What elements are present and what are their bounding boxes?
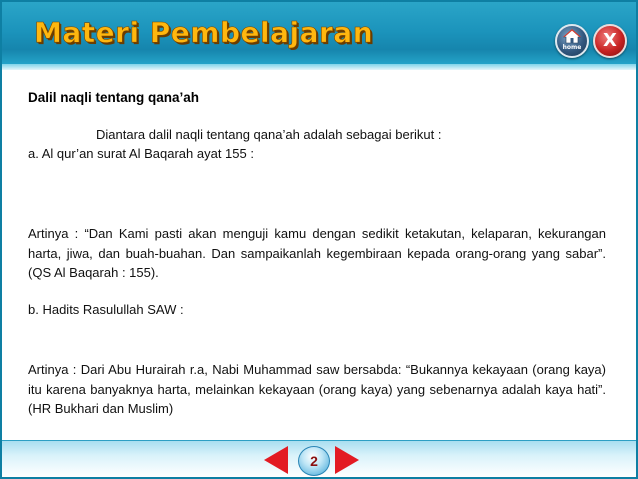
home-label: home [562, 44, 582, 51]
arrow-left-icon[interactable] [264, 446, 288, 474]
section-heading: Dalil naqli tentang qana’ah [28, 90, 200, 105]
page-title: Materi Pembelajaran [34, 16, 374, 49]
home-button[interactable] [555, 24, 589, 58]
header-bar [2, 2, 636, 70]
close-button[interactable] [593, 24, 627, 58]
header-stripe [2, 64, 636, 70]
translation-quran: Artinya : “Dan Kami pasti akan menguji kamu dengan sedikit ketakutan, kelaparan, kekurangan harta, jiwa, dan buah-buahan. Dan sampaikanlah kegembiraan kepada orang-orang yang sabar”. (QS Al Baqarah : 155). [28, 226, 606, 280]
arrow-right-icon[interactable] [335, 446, 359, 474]
translation-hadith: Artinya : Dari Abu Hurairah r.a, Nabi Muhammad saw bersabda: “Bukannya kekayaan (orang kaya) itu karena banyaknya harta, melainkan kekayaan (orang kaya) yang sebenarnya adalah kaya hati”. (HR Bukhari dan Muslim) [28, 362, 606, 416]
point-a-text: a. Al qur’an surat Al Baqarah ayat 155 : [28, 146, 254, 161]
close-icon: X [603, 30, 617, 51]
intro-text: Diantara dalil naqli tentang qana’ah adalah sebagai berikut : [96, 127, 442, 142]
point-b-text: b. Hadits Rasulullah SAW : [28, 302, 184, 317]
home-icon [563, 29, 581, 44]
page-number: 2 [298, 446, 330, 476]
